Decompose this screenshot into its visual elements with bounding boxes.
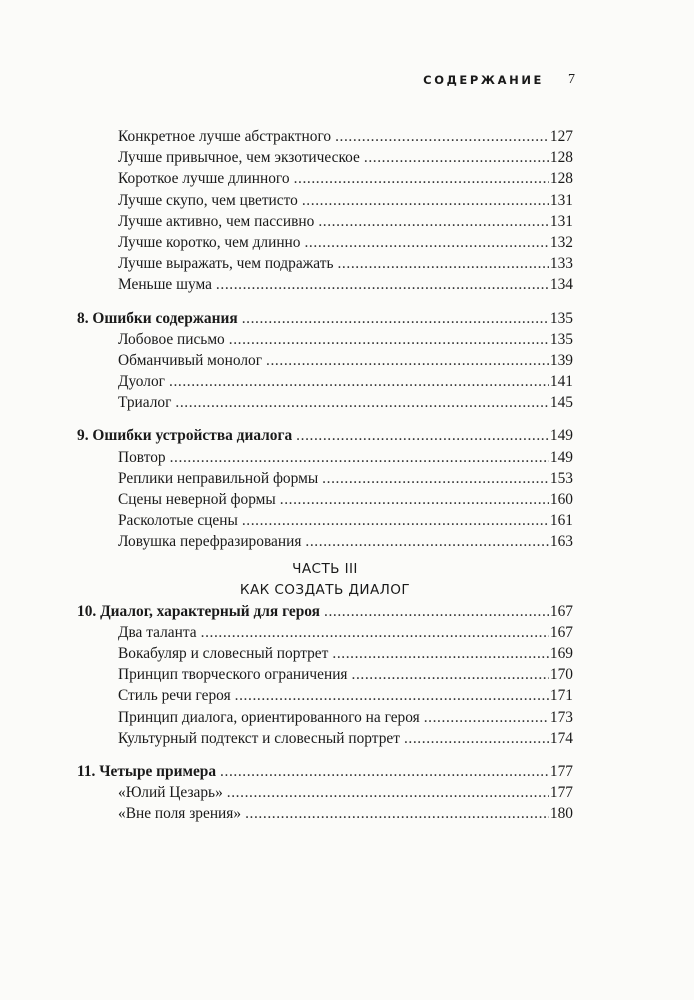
toc-entry-title: «Юлий Цезарь» — [118, 784, 223, 802]
leader-dots — [364, 147, 549, 168]
toc-entry-title: Обманчивый монолог — [118, 351, 263, 369]
leader-dots — [294, 168, 549, 189]
leader-dots — [170, 447, 549, 468]
toc-entry-page: 161 — [549, 512, 573, 530]
toc-entry-page: 131 — [549, 191, 573, 209]
toc-entry-page: 173 — [549, 708, 573, 726]
leader-dots — [201, 622, 549, 643]
toc-entry-page: 169 — [549, 644, 573, 662]
leader-dots — [266, 350, 549, 371]
toc-entry-title: Лучше привычное, чем экзотическое — [118, 149, 360, 167]
leader-dots — [324, 601, 549, 622]
leader-dots — [220, 761, 549, 782]
toc-entry[interactable] — [77, 371, 573, 392]
leader-dots — [305, 531, 549, 552]
leader-dots — [337, 253, 548, 274]
toc-entry[interactable] — [77, 392, 573, 413]
running-head-title: СОДЕРЖАНИЕ — [423, 73, 544, 87]
leader-dots — [335, 126, 549, 147]
table-of-contents — [77, 126, 573, 824]
toc-chapter-9[interactable] — [77, 425, 573, 446]
leader-dots — [404, 728, 549, 749]
chapter-title: 11. Четыре примера — [77, 762, 217, 780]
toc-entry-title: Дуолог — [118, 373, 165, 391]
toc-entry[interactable] — [77, 211, 573, 232]
toc-entry[interactable] — [77, 643, 573, 664]
leader-dots — [169, 371, 549, 392]
leader-dots — [332, 643, 549, 664]
toc-entry[interactable] — [77, 531, 573, 552]
toc-entry-page: 131 — [549, 212, 573, 230]
toc-entry-title: Меньше шума — [118, 276, 212, 294]
toc-entry-title: Реплики неправильной формы — [118, 469, 319, 487]
toc-entry[interactable] — [77, 350, 573, 371]
leader-dots — [280, 489, 549, 510]
toc-entry-title: Лучше активно, чем пассивно — [118, 212, 315, 230]
toc-entry-title: Расколотые сцены — [118, 512, 238, 530]
leader-dots — [424, 707, 549, 728]
leader-dots — [242, 308, 549, 329]
toc-entry[interactable] — [77, 728, 573, 749]
chapter-page: 135 — [549, 309, 573, 327]
toc-chapter-8[interactable] — [77, 308, 573, 329]
toc-chapter-11[interactable] — [77, 761, 573, 782]
leader-dots — [352, 664, 549, 685]
toc-entry-page: 180 — [549, 805, 573, 823]
leader-dots — [227, 782, 549, 803]
toc-entry-page: 135 — [549, 330, 573, 348]
toc-entry-page: 160 — [549, 491, 573, 508]
toc-entry[interactable] — [77, 447, 573, 468]
leader-dots — [235, 685, 549, 706]
toc-entry-page: 171 — [549, 687, 573, 705]
leader-dots — [296, 425, 549, 446]
toc-entry[interactable] — [77, 489, 573, 510]
leader-dots — [245, 803, 549, 824]
toc-entry[interactable] — [77, 126, 573, 147]
toc-entry-page: 128 — [549, 149, 573, 167]
running-head — [0, 73, 694, 93]
toc-entry-page: 127 — [549, 128, 573, 145]
toc-entry[interactable] — [77, 274, 573, 295]
chapter-page: 167 — [549, 602, 573, 620]
toc-entry[interactable] — [77, 803, 573, 824]
toc-entry[interactable] — [77, 707, 573, 728]
leader-dots — [242, 510, 549, 531]
toc-entry[interactable] — [77, 232, 573, 253]
toc-chapter-10[interactable] — [77, 601, 573, 622]
toc-entry-title: «Вне поля зрения» — [118, 805, 242, 823]
part-title: КАК СОЗДАТЬ ДИАЛОГ — [239, 581, 411, 598]
toc-entry-title: Два таланта — [118, 623, 197, 641]
toc-entry-title: Ловушка перефразирования — [118, 533, 302, 551]
toc-entry[interactable] — [77, 468, 573, 489]
toc-entry[interactable] — [77, 147, 573, 168]
toc-entry[interactable] — [77, 510, 573, 531]
toc-entry-title: Культурный подтекст и словесный портрет — [118, 729, 400, 747]
toc-entry-title: Сцены неверной формы — [118, 491, 276, 508]
chapter-title: 9. Ошибки устройства диалога — [77, 427, 293, 445]
toc-entry[interactable] — [77, 168, 573, 189]
leader-dots — [175, 392, 549, 413]
toc-entry-title: Конкретное лучше абстрактного — [118, 128, 332, 145]
leader-dots — [302, 190, 549, 211]
toc-entry-page: 163 — [549, 533, 573, 551]
toc-entry[interactable] — [77, 782, 573, 803]
toc-entry-page: 134 — [549, 276, 573, 294]
page-number: 7 — [568, 72, 575, 87]
chapter-page: 149 — [549, 427, 573, 445]
part-label: ЧАСТЬ III — [292, 560, 358, 577]
toc-entry-page: 149 — [549, 448, 573, 466]
toc-entry-page: 177 — [549, 784, 573, 802]
leader-dots — [304, 232, 548, 253]
toc-entry-page: 132 — [549, 233, 573, 251]
toc-entry-page: 170 — [549, 666, 573, 684]
toc-entry-title: Вокабуляр и словесный портрет — [118, 644, 329, 662]
toc-entry[interactable] — [77, 664, 573, 685]
toc-entry-page: 167 — [549, 623, 573, 641]
toc-entry-title: Лучше скупо, чем цветисто — [118, 191, 298, 209]
toc-entry-page: 153 — [549, 469, 573, 487]
leader-dots — [322, 468, 549, 489]
toc-entry-title: Лучше коротко, чем длинно — [118, 233, 301, 251]
leader-dots — [229, 329, 549, 350]
chapter-title: 8. Ошибки содержания — [77, 309, 238, 327]
toc-entry-title: Лобовое письмо — [118, 330, 225, 348]
toc-entry[interactable] — [77, 329, 573, 350]
toc-entry-title: Лучше выражать, чем подражать — [118, 255, 334, 273]
toc-entry[interactable] — [77, 622, 573, 643]
toc-entry-title: Короткое лучше длинного — [118, 170, 290, 188]
leader-dots — [318, 211, 549, 232]
toc-entry-page: 145 — [549, 394, 573, 412]
toc-entry-page: 139 — [549, 351, 573, 369]
toc-entry-page: 141 — [549, 373, 573, 391]
toc-entry-title: Триалог — [118, 394, 172, 412]
toc-entry-title: Повтор — [118, 448, 166, 466]
toc-entry-page: 128 — [549, 170, 573, 188]
toc-entry-title: Стиль речи героя — [118, 687, 231, 705]
toc-entry-page: 133 — [549, 255, 573, 273]
leader-dots — [216, 274, 549, 295]
chapter-title: 10. Диалог, характерный для героя — [77, 602, 321, 620]
toc-entry-page: 174 — [549, 729, 573, 747]
toc-entry[interactable] — [77, 685, 573, 706]
toc-entry-title: Принцип диалога, ориентированного на героя — [118, 708, 420, 726]
chapter-page: 177 — [549, 762, 573, 780]
toc-entry[interactable] — [77, 190, 573, 211]
toc-entry-title: Принцип творческого ограничения — [118, 666, 348, 684]
toc-entry[interactable] — [77, 253, 573, 274]
